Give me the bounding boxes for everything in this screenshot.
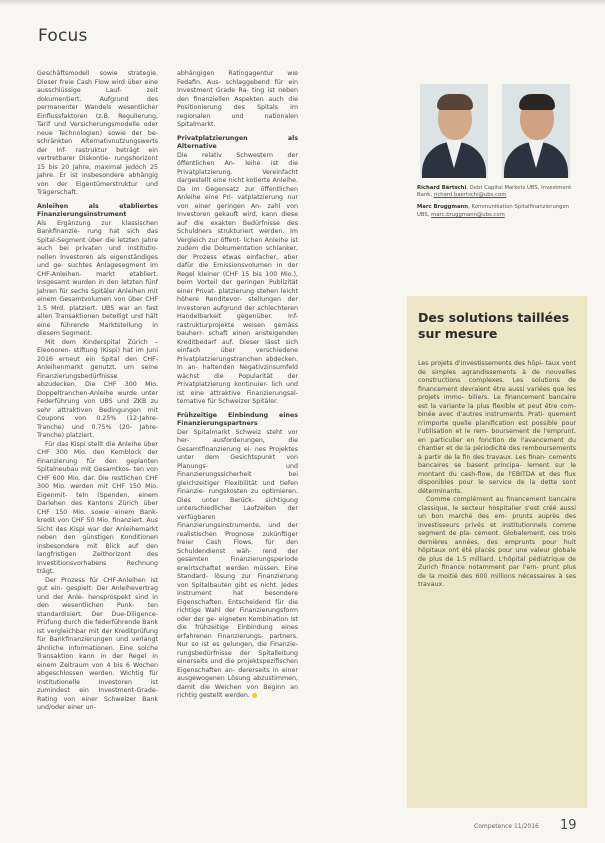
magazine-folio: Competence 11/2016 (474, 823, 539, 830)
paragraph: Les projets d'investissements des hôpi- taux vont de simples agrandissements à de nouvelles constructions complexes. Les solutions de financement devraient être aussi variées que les projets immo- biliers. Le financement bancaire est la variante la plus flexible et peut être com- binée avec d'autres instruments. Prati- quement n'importe quelle planification est possible pour l'utilisation et le rem- boursement de l'emprunt, en particulier en fonction de l'avancement du chantier et de la périodicité des remboursements à partir de la fin des travaux. Les finan- cements bancaires se basent principa- lement sur le montant du cash-flow, de l'EBITDA et des flux disponibles pour le service de la dette sont déterminants. (418, 360, 576, 495)
page-top-edge (0, 0, 605, 6)
paragraph: Als Ergänzung zur klassischen Bankfinanzie- rung hat sich das Spital-Segment über die letzten Jahre auch bei privaten und institutio- nellen Investoren als eigenständiges und ge- suchtes Anlagesegment im CHF-Anleihen- markt etabliert. Insgesamt wurden in den letzten fünf Jahren für sechs Spitäler Anleihen mit einem Gesamtvolumen von über CHF 1.5 Mrd. platziert. UBS war an fast allen Transaktionen beteiligt und hält eine führende Marktstellung in diesem Segment. (37, 219, 158, 337)
paragraph-last (177, 429, 298, 701)
sidebar-body (418, 360, 576, 590)
subheading: Privatplatzierungen als Alternative (177, 134, 298, 150)
paragraph: Der Prozess für CHF-Anleihen ist gut ein- gespielt: Der Anleihevertrag und der Anle- hensprospekt sind in den wesentlichen Punk- ten standardisiert. Der Due-Diligence-Prüfung durch die federführende Bank ist vergleichbar mit der Kreditprüfung für Bankfinanzierungen und verlangt ähnliche Informationen. Eine solche Transaktion kann in der Regel in einem Zeitraum von 4 bis 6 Wochen abgeschlossen werden. Wichtig für institutionelle Investoren ist zumindest ein Investment-Grade-Rating von einer Schweizer Bank und/oder einer un- (37, 576, 158, 711)
paragraph-text: Der Spitalmarkt Schweiz steht vor her- ausforderungen, die Gesamtfinanzierung ei- nes Projektes unter dem Gesichtspunkt von Planungs- und Finanzierungssicherheit bei gleichzeitiger Flexibilität und tiefen Finanzie- rungskosten zu optimieren. Dies unter Berück- sichtigung unterschiedlicher Laufzeiten der verfügbaren Finanzierungsinstrumente, und der realistischen Prognose zukünftiger freier Cash Flows, für den Schuldendienst wäh- rend der gesamten Finanzierungsperiode erwirtschaftet werden müssen. Eine Standard- lösung zur Finanzierung von Spitalbauten gibt es nicht. Jedes Instrument hat besondere Eigenschaften. Entscheidend für die richtige Wahl der Finanzierungsform oder der ge- eigneten Kombination ist die frühzeitige Einbindung eines erfahrenen Finanzierungs- partners. Nur so ist es gelungen, die Finanzie- rungsbedürfnisse der Spitalleitung einerseits und die projektspezifischen Eigenschaften an- dererseits in einer ausgewogenen Lösung abzustimmen, damit die Weichen von Beginn an richtig gestellt werden. (177, 428, 298, 699)
paragraph: Geschäftsmodell sowie strategie. Dieser freie Cash Flow wird über eine ausschlüssige Lauf- zeit dokumentiert. Aufgrund des permanenter Wandels wesentlicher Einflussfaktoren (z.B. Regulierung, Tarif und Versicherungsmodelle oder neue Technologien) sowie der be- schränkten Alternativnutzungswerts der Inf- rastruktur beträgt ein vertretbarer Diskontie- rungshorizont 15 bis 20 Jahre, maximal jedoch 25 Jahre. Er ist insbesondere abhängig von der Eigentümerstruktur und Trägerschaft. (37, 70, 158, 196)
sidebar-title: Des solutions taillées sur mesure (418, 310, 570, 341)
author-role: Debt Capital Markets UBS, Investment Bank (417, 185, 572, 199)
author-captions (417, 185, 577, 224)
paragraph: abhängigen Ratingagentur wie Fedafin. Aus- schlaggebend für ein Investment Grade Ra- ting ist neben den finanziellen Aspekten auch die Positionierung des Spitals im regionalen und nationalen Spitalmarkt. (177, 70, 298, 128)
author-name: Marc Bruggmann (417, 204, 469, 211)
subheading: Frühzeitige Einbindung eines Finanzierungspartners (177, 411, 298, 427)
author-photo-2 (502, 84, 570, 178)
paragraph: Mit dem Kinderspital Zürich – Eleonoren- stiftung (Kispi) hat im Juni 2016 erneut ein Spital den CHF-Anleihenmarkt genutzt, um seine Finanzierungsbedürfnisse abzudecken. Die CHF 300 Mio. Doppeltranchen-Anleihe wurde unter Federführung von UBS und ZKB zu sehr attraktiven Bedingungen mit Coupons von 0.25% (12-Jahre-Tranche) und 0.75% (20- Jahre-Tranche) platziert. (37, 338, 158, 439)
paragraph: Die relativ Schwestern der öffentlichen An- leihe ist die Privatplatzierung. Vereinfacht dargestellt eine nicht kotierte Anleihe. Da im Gegensatz zur öffentlichen Anleihe eine Pri- vatplatzierung nur von einer geringen An- zahl von Investoren gekauft wird, kann diese auf die exakten Bedürfnisse des Schuldners strukturiert werden. Im Vergleich zur öffent- lichen Anleihe ist zudem die Dokumentation schlanker, der Prozess etwas einfacher, aber dafür die Emissionsvolumen in der Regel kleiner (CHF 15 bis 100 Mio.), beim Vorteil der geringen Publizität einer Privat- platzierung stehen leicht höhere Renditevor- stellungen der Investoren aufgrund der schlechteren Handelbarkeit gegenüber. Inf- rastrukturprojekte weisen gemäss bauherr- schaft einen ansteigenden Kreditbedarf auf. Dieser lässt sich einfach über verschiedene Privatplatzierungstranchen abdecken. In an- haltenden Negativzinsumfeld wächst die Popularität der Privatplatzierung kontinuier- lich und ist eine attraktive Finanzierungsal- ternative für Schweizer Spitäler. (177, 151, 298, 405)
article-column-1 (37, 70, 158, 713)
end-mark-icon (252, 693, 257, 698)
paragraph: Comme complément au financement bancaire classique, le secteur hospitalier s'est créé aussi un bon marché des em- prunts auprès des investisseurs privés et institutionnels comme segment de pla- cement. Globalement, ces trois dernières années, des emprunts pour huit hôpitaux ont été placés pour une valeur globale de plus de 1.5 milliard. L'hôpital pédiatrique de Zurich finance notamment par l'em- prunt plus de la moitié des 600 millions nécessaires à ses travaux. (418, 496, 576, 588)
author-role: Kommunikation Spitalfinanzierungen UBS (417, 204, 570, 218)
author-caption-2: Marc Bruggmann, Kommunikation Spitalfinanzierungen UBS, marc.bruggmann@ubs.com (417, 204, 570, 218)
author-photo-1 (420, 84, 488, 178)
page-number: 19 (560, 818, 577, 833)
subheading: Anleihen als etabliertes Finanzierungsinstrument (37, 202, 158, 218)
paragraph: Für das Kispi stellt die Anleihe über CHF 300 Mio. den Kernblock der Finanzierung für den geplanten Spitalneubau mit Gesamtkos- ten von CHF 600 Mio. dar. Die restlichen CHF 300 Mio. werden mit CHF 150 Mio. Eigenmit- teln (Spenden, einem Darlehen des Kantons Zürich über CHF 150 Mio. sowie einem Bank- kredit von CHF 50 Mio. finanziert. Aus Sicht des Kispi war der Anleihemarkt neben den günstigen Konditionen insbesondere mit Blick auf den langfristigen Zeithorizont des Investitionsvorhabens Rechnung trägt. (37, 440, 158, 575)
author-email-link[interactable]: richard.baertschi@ubs.com (433, 192, 507, 199)
french-summary-box (407, 296, 587, 808)
author-name: Richard Bärtschi (417, 185, 467, 191)
author-caption-1: Richard Bärtschi, Debt Capital Markets UBS, Investment Bank, richard.baertschi@ubs.com (417, 185, 572, 199)
author-email-link[interactable]: marc.bruggmann@ubs.com (431, 211, 505, 218)
section-label: Focus (38, 26, 88, 46)
article-column-2 (177, 70, 298, 701)
